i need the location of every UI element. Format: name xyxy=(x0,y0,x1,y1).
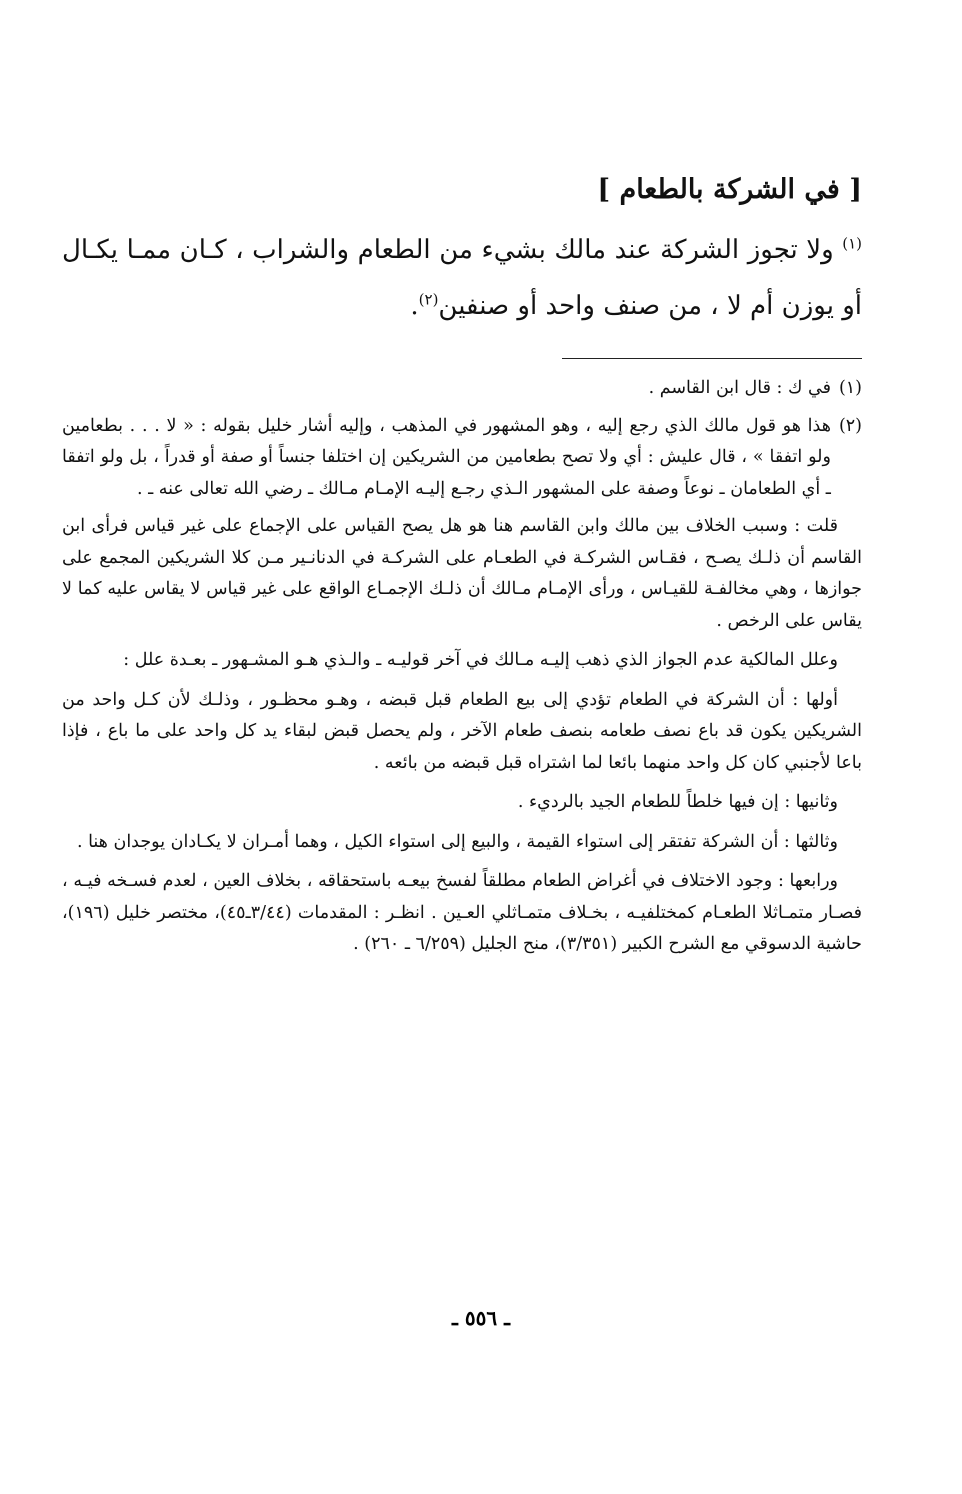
footnote-paragraph-fourth: ورابعها : وجود الاختلاف في أغراض الطعام مطلقاً لفسخ بيعـه باستحقاقه ، بخلاف العين ، لعدم فسـخه فيـه ، فصـار متمـاثلا الطعـام كمختلفيـه ، بخـلاف متمـاثلي العـين . انظـر : المقدمات (٣/٤٤ـ٤٥)، مختصر خليل (١٩٦)، حاشية الدسوقي مع الشرح الكبير (٣/٣٥١)، منح الجليل (٦/٢٥٩ ـ ٢٦٠) . xyxy=(62,871,862,954)
main-text-end: . xyxy=(410,291,419,321)
footnote-1 xyxy=(62,373,862,405)
footnote-paragraph-first: أولها : أن الشركة في الطعام تؤدي إلى بيع الطعام قبل قبضه ، وهـو محظـور ، وذلـك لأن كـل واحد من الشريكين يكون قد باع نصف طعامه بنصف طعام الآخر ، ولم يحصل قبض لبقاء يد كل واحد على ما باع ، فإذا باعا لأجنبي كان كل واحد منهما بائعا لما اشتراه قبل قبضه من بائعه . xyxy=(62,689,862,773)
footnote-ref-1[interactable]: (١) xyxy=(842,234,862,253)
footnote-2 xyxy=(62,411,862,506)
footnote-number: (١) xyxy=(838,378,862,398)
footnote-separator xyxy=(562,358,862,359)
footnote-number: (٢) xyxy=(838,415,862,436)
main-text-body: ولا تجوز الشركة عند مالك بشيء من الطعام والشراب ، كـان ممـا يكـال أو يوزن أم لا ، من صنف واحد أو صنفين xyxy=(62,235,862,321)
page-number: ـ ٥٥٦ ـ xyxy=(452,1306,510,1330)
footnote-paragraph-third: وثالثها : أن الشركة تفتقر إلى استواء القيمة ، والبيع إلى استواء الكيل ، وهما أمـران لا يكـادان يوجدان هنا . xyxy=(76,831,838,852)
footnote-paragraph-qult: قلت : وسبب الخلاف بين مالك وابن القاسم هنا هو هل يصح القياس على الإجماع على غير قياس فرأى ابن القاسم أن ذلـك يصـح ، فقـاس الشركـة في الطعـام على الشركـة في الدنانـير مـن كلا الشريكين المجمع على جوازها ، وهي مخالفـة للقيـاس ، ورأى الإمـام مـالك أن ذلـك الإجمـاع الواقع على غير قياس لا يقاس عليه كما لا يقاس على الرخص . xyxy=(62,516,862,631)
footnote-text: في ك : قال ابن القاسم . xyxy=(648,378,831,398)
section-heading: [ في الشركة بالطعام ] xyxy=(597,174,862,205)
main-text xyxy=(62,222,862,334)
footnote-paragraph-ilal: وعلل المالكية عدم الجواز الذي ذهب إليـه مـالك في آخر قوليـه ـ والـذي هـو المشـهور ـ بعـدة علل : xyxy=(123,650,838,670)
footnote-paragraph-second: وثانيها : إن فيها خلطاً للطعام الجيد بالرديء . xyxy=(517,792,838,812)
footnote-ref-2[interactable]: (٢) xyxy=(418,290,439,309)
footnote-text: هذا هو قول مالك الذي رجع إليه ، وهو المشهور في المذهب ، وإليه أشار خليل بقوله : « لا . . . بطعامين ولو اتفقا » ، قال عليش : أي ولا تصح بطعامين من الشريكين إن اختلفا جنساً أو صفة أو قدراً ، بل ولو اتفقا ـ أي الطعامان ـ نوعاً وصفة على المشهور الـذي رجـع إليـه الإمـام مـالك ـ رضي الله تعالى عنه ـ . xyxy=(62,415,831,499)
page-body xyxy=(62,168,862,969)
